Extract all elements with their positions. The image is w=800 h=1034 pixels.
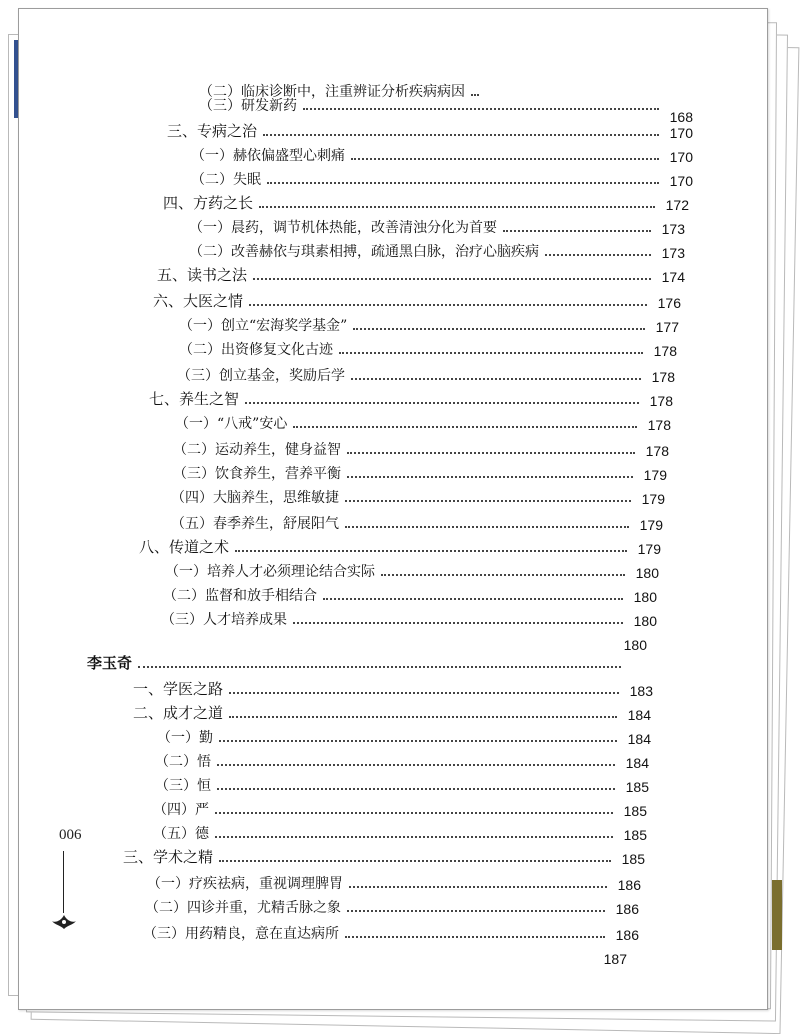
leader-dots (503, 230, 651, 232)
leader-dots (347, 476, 633, 478)
toc-entry-label: （二）失眠 (191, 172, 261, 188)
toc-entry[interactable] (191, 167, 693, 189)
toc-entry-page: 179 (643, 467, 667, 483)
leader-dots (345, 936, 605, 938)
toc-entry-label: （四）严 (153, 802, 209, 818)
leader-dots (245, 402, 639, 404)
toc-entry[interactable] (189, 215, 685, 237)
toc-entry-page: 178 (649, 393, 673, 409)
toc-entry-page: 173 (661, 245, 685, 261)
toc-entry-label: （四）大脑养生，思维敏捷 (171, 490, 339, 506)
toc-entry-page: 174 (661, 269, 685, 285)
toc-entry-page: 168 (669, 109, 693, 125)
toc-entry-page: 180 (633, 589, 657, 605)
leader-dots (235, 550, 627, 552)
toc-entry[interactable] (189, 239, 685, 261)
leader-dots (345, 526, 629, 528)
leader-dots (219, 740, 617, 742)
toc-entry[interactable] (165, 559, 659, 581)
toc-entry-label: （二）监督和放手相结合 (163, 588, 317, 604)
toc-entry-label: 李玉奇 (87, 654, 133, 672)
toc-entry-label: （三）饮食养生，营养平衡 (173, 466, 341, 482)
toc-entry-page: 172 (665, 197, 689, 213)
toc-entry-label: 八、传道之术 (139, 538, 230, 556)
toc-entry-label: （二）临床诊断中，注重辨证分析疾病病因 (199, 84, 465, 100)
toc-entry-label: （三）研发新药 (199, 98, 297, 114)
toc-entry[interactable] (177, 363, 675, 385)
leader-dots (138, 666, 621, 668)
toc-entry-label: （二）出资修复文化古迹 (179, 342, 333, 358)
toc-entry-page: 184 (627, 707, 651, 723)
toc-entry[interactable] (163, 583, 657, 605)
toc-entry[interactable] (157, 725, 651, 747)
leader-dots (381, 574, 625, 576)
toc-entry[interactable] (139, 535, 661, 557)
toc-entry-label: （一）赫依偏盛型心刺痛 (191, 148, 345, 164)
toc-entry-label: （二）改善赫依与琪素相搏，疏通黑白脉，治疗心脑疾病 (189, 244, 539, 260)
leader-dots (353, 328, 645, 330)
leader-dots (217, 764, 615, 766)
toc-entry-page: 179 (641, 491, 665, 507)
toc-entry-label: （三）创立基金，奖励后学 (177, 368, 345, 384)
toc-entry-label: （一）晨药，调节机体热能，改善清浊分化为首要 (189, 220, 497, 236)
toc-entry-label: 五、读书之法 (157, 266, 248, 284)
toc-entry[interactable] (175, 411, 671, 433)
toc-entry[interactable] (173, 461, 667, 483)
toc-entry-label: 二、成才之道 (133, 704, 224, 722)
toc-entry-label: （一）“八戒”安心 (175, 416, 288, 432)
toc-entry-page: 177 (655, 319, 679, 335)
toc-entry-label: 七、养生之智 (149, 390, 240, 408)
leader-dots (219, 860, 611, 862)
toc-entry-page: 186 (615, 901, 639, 917)
leader-dots (345, 500, 631, 502)
toc-entry-label: （一）勤 (157, 730, 213, 746)
leader-dots (253, 278, 651, 280)
leader-dots (249, 304, 647, 306)
toc-entry[interactable] (143, 921, 639, 943)
cover-edge-strip (772, 880, 782, 950)
toc-entry[interactable] (619, 631, 657, 653)
leader-dots (347, 910, 605, 912)
toc-entry-page: 183 (629, 683, 653, 699)
toc-entry[interactable] (155, 773, 649, 795)
toc-entry[interactable] (163, 191, 689, 213)
toc-entry-page: 170 (669, 149, 693, 165)
toc-entry-label: 三、学术之精 (123, 848, 214, 866)
toc-entry-label: （二）四诊并重，尤精舌脉之象 (145, 900, 341, 916)
toc-entry-label: 一、学医之路 (133, 680, 224, 698)
toc-entry[interactable] (123, 845, 645, 867)
toc-entry-label: （三）恒 (155, 778, 211, 794)
toc-entry-label: 三、专病之治 (167, 122, 258, 140)
toc-entry-page: 187 (603, 951, 627, 967)
toc-entry[interactable] (199, 93, 693, 125)
toc-entry[interactable] (599, 945, 637, 967)
toc-entry[interactable] (153, 821, 647, 843)
page-number: 006 (59, 827, 82, 843)
toc-entry[interactable] (161, 607, 657, 629)
toc-entry-page: 184 (625, 755, 649, 771)
toc-entry-label: （三）用药精良，意在直达病所 (143, 926, 339, 942)
leader-dots (323, 598, 623, 600)
toc-entry-person[interactable] (87, 651, 655, 673)
toc-entry[interactable] (155, 749, 649, 771)
leader-dots (349, 886, 607, 888)
toc-entry-page: 180 (623, 637, 647, 653)
toc-entry[interactable] (191, 143, 693, 165)
toc-entry-page: 184 (627, 731, 651, 747)
toc-entry-page: 170 (669, 173, 693, 189)
toc-entry[interactable] (147, 871, 641, 893)
toc-entry-page: 178 (653, 343, 677, 359)
toc-entry-page: 170 (669, 125, 693, 141)
toc-entry-page: 186 (615, 927, 639, 943)
leader-dots (215, 812, 613, 814)
toc-entry[interactable] (153, 797, 647, 819)
toc-entry-page: 186 (617, 877, 641, 893)
leader-dots (215, 836, 613, 838)
toc-entry[interactable] (133, 701, 651, 723)
toc-entry[interactable] (179, 313, 679, 335)
toc-entry-label: 四、方药之长 (163, 194, 254, 212)
toc-entry-label: 六、大医之情 (153, 292, 244, 310)
leader-dots (229, 692, 619, 694)
toc-entry[interactable] (153, 289, 681, 311)
toc-entry-label: （三）人才培养成果 (161, 612, 287, 628)
toc-page (18, 8, 768, 1010)
toc-entry-page: 185 (625, 779, 649, 795)
toc-entry[interactable] (133, 677, 653, 699)
toc-entry-page: 180 (633, 613, 657, 629)
toc-entry-page: 180 (635, 565, 659, 581)
leader-dots (263, 134, 659, 136)
toc-entry-page: 173 (661, 221, 685, 237)
toc-entry[interactable] (157, 263, 685, 285)
leader-dots (545, 254, 651, 256)
ornament-icon (49, 911, 79, 933)
toc-entry[interactable] (149, 387, 673, 409)
leader-dots (351, 378, 641, 380)
toc-entry-page: 178 (645, 443, 669, 459)
toc-entry[interactable] (171, 485, 665, 507)
toc-entry-label: （二）运动养生，健身益智 (173, 442, 341, 458)
leader-dots (267, 182, 659, 184)
leader-dots (229, 716, 617, 718)
leader-dots (293, 426, 637, 428)
toc-entry-label: （一）创立“宏海奖学基金” (179, 318, 348, 334)
leader-dots (217, 788, 615, 790)
leader-dots (303, 108, 659, 110)
page-number-rule (63, 851, 64, 913)
toc-entry-page: 176 (657, 295, 681, 311)
toc-entry-label: （一）疗疾祛病，重视调理脾胃 (147, 876, 343, 892)
toc-entry-label: （二）悟 (155, 754, 211, 770)
toc-entry[interactable] (145, 895, 639, 917)
toc-entry-label: （五）春季养生，舒展阳气 (171, 516, 339, 532)
toc-entry[interactable] (171, 511, 663, 533)
toc-entry-page: 185 (623, 827, 647, 843)
leader-dots (293, 622, 623, 624)
leader-dots (259, 206, 655, 208)
toc-entry-label: （五）德 (153, 826, 209, 842)
toc-entry[interactable] (179, 337, 677, 359)
leader-dots (351, 158, 659, 160)
toc-entry-page: 178 (651, 369, 675, 385)
toc-entry[interactable] (167, 119, 693, 141)
toc-entry-page: 179 (637, 541, 661, 557)
toc-entry-page: 185 (621, 851, 645, 867)
leader-dots (347, 452, 635, 454)
leader-dots (339, 352, 643, 354)
toc-entry-page: 185 (623, 803, 647, 819)
toc-entry-page: 179 (639, 517, 663, 533)
toc-entry[interactable] (173, 437, 669, 459)
toc-entry-page: 178 (647, 417, 671, 433)
toc-entry-label: （一）培养人才必须理论结合实际 (165, 564, 375, 580)
